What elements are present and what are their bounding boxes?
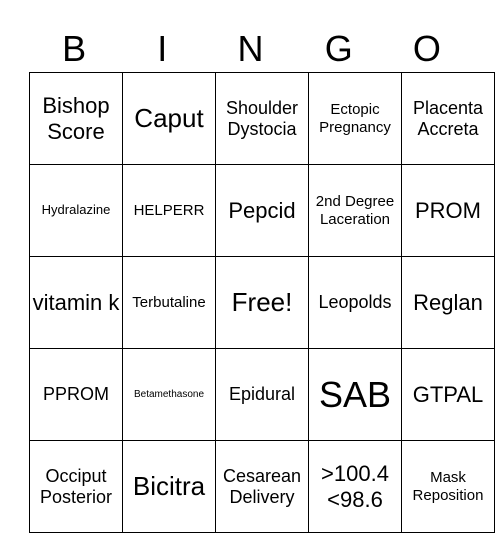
bingo-header <box>30 26 471 72</box>
bingo-cell[interactable]: Mask Reposition <box>402 441 495 533</box>
free-space-cell[interactable]: Free! <box>216 257 309 349</box>
bingo-cell[interactable]: vitamin k <box>30 257 123 349</box>
bingo-cell[interactable]: PROM <box>402 165 495 257</box>
bingo-row <box>30 73 495 165</box>
bingo-cell[interactable]: Leopolds <box>309 257 402 349</box>
bingo-cell[interactable]: Bishop Score <box>30 73 123 165</box>
bingo-row <box>30 257 495 349</box>
bingo-cell[interactable]: Hydralazine <box>30 165 123 257</box>
bingo-row <box>30 165 495 257</box>
bingo-cell[interactable]: Pepcid <box>216 165 309 257</box>
header-letter-g: G <box>324 28 353 69</box>
bingo-cell[interactable]: Occiput Posterior <box>30 441 123 533</box>
bingo-cell[interactable]: GTPAL <box>402 349 495 441</box>
bingo-cell[interactable]: Reglan <box>402 257 495 349</box>
bingo-cell[interactable]: Ectopic Pregnancy <box>309 73 402 165</box>
header-letter-n: N <box>237 28 264 69</box>
bingo-cell[interactable]: Terbutaline <box>123 257 216 349</box>
bingo-cell[interactable]: Cesarean Delivery <box>216 441 309 533</box>
bingo-cell[interactable]: Bicitra <box>123 441 216 533</box>
header-letter-i: I <box>157 28 168 69</box>
bingo-cell[interactable]: Epidural <box>216 349 309 441</box>
bingo-cell[interactable]: HELPERR <box>123 165 216 257</box>
bingo-cell[interactable]: Shoulder Dystocia <box>216 73 309 165</box>
bingo-row <box>30 441 495 533</box>
bingo-cell[interactable]: Betamethasone <box>123 349 216 441</box>
bingo-cell[interactable]: Caput <box>123 73 216 165</box>
header-letter-b: B <box>62 28 87 69</box>
bingo-row <box>30 349 495 441</box>
bingo-cell[interactable]: >100.4 <98.6 <box>309 441 402 533</box>
bingo-cell[interactable]: SAB <box>309 349 402 441</box>
bingo-card <box>29 72 495 533</box>
bingo-cell[interactable]: 2nd Degree Laceration <box>309 165 402 257</box>
bingo-cell[interactable]: Placenta Accreta <box>402 73 495 165</box>
bingo-cell[interactable]: PPROM <box>30 349 123 441</box>
header-letter-o: O <box>412 28 441 69</box>
